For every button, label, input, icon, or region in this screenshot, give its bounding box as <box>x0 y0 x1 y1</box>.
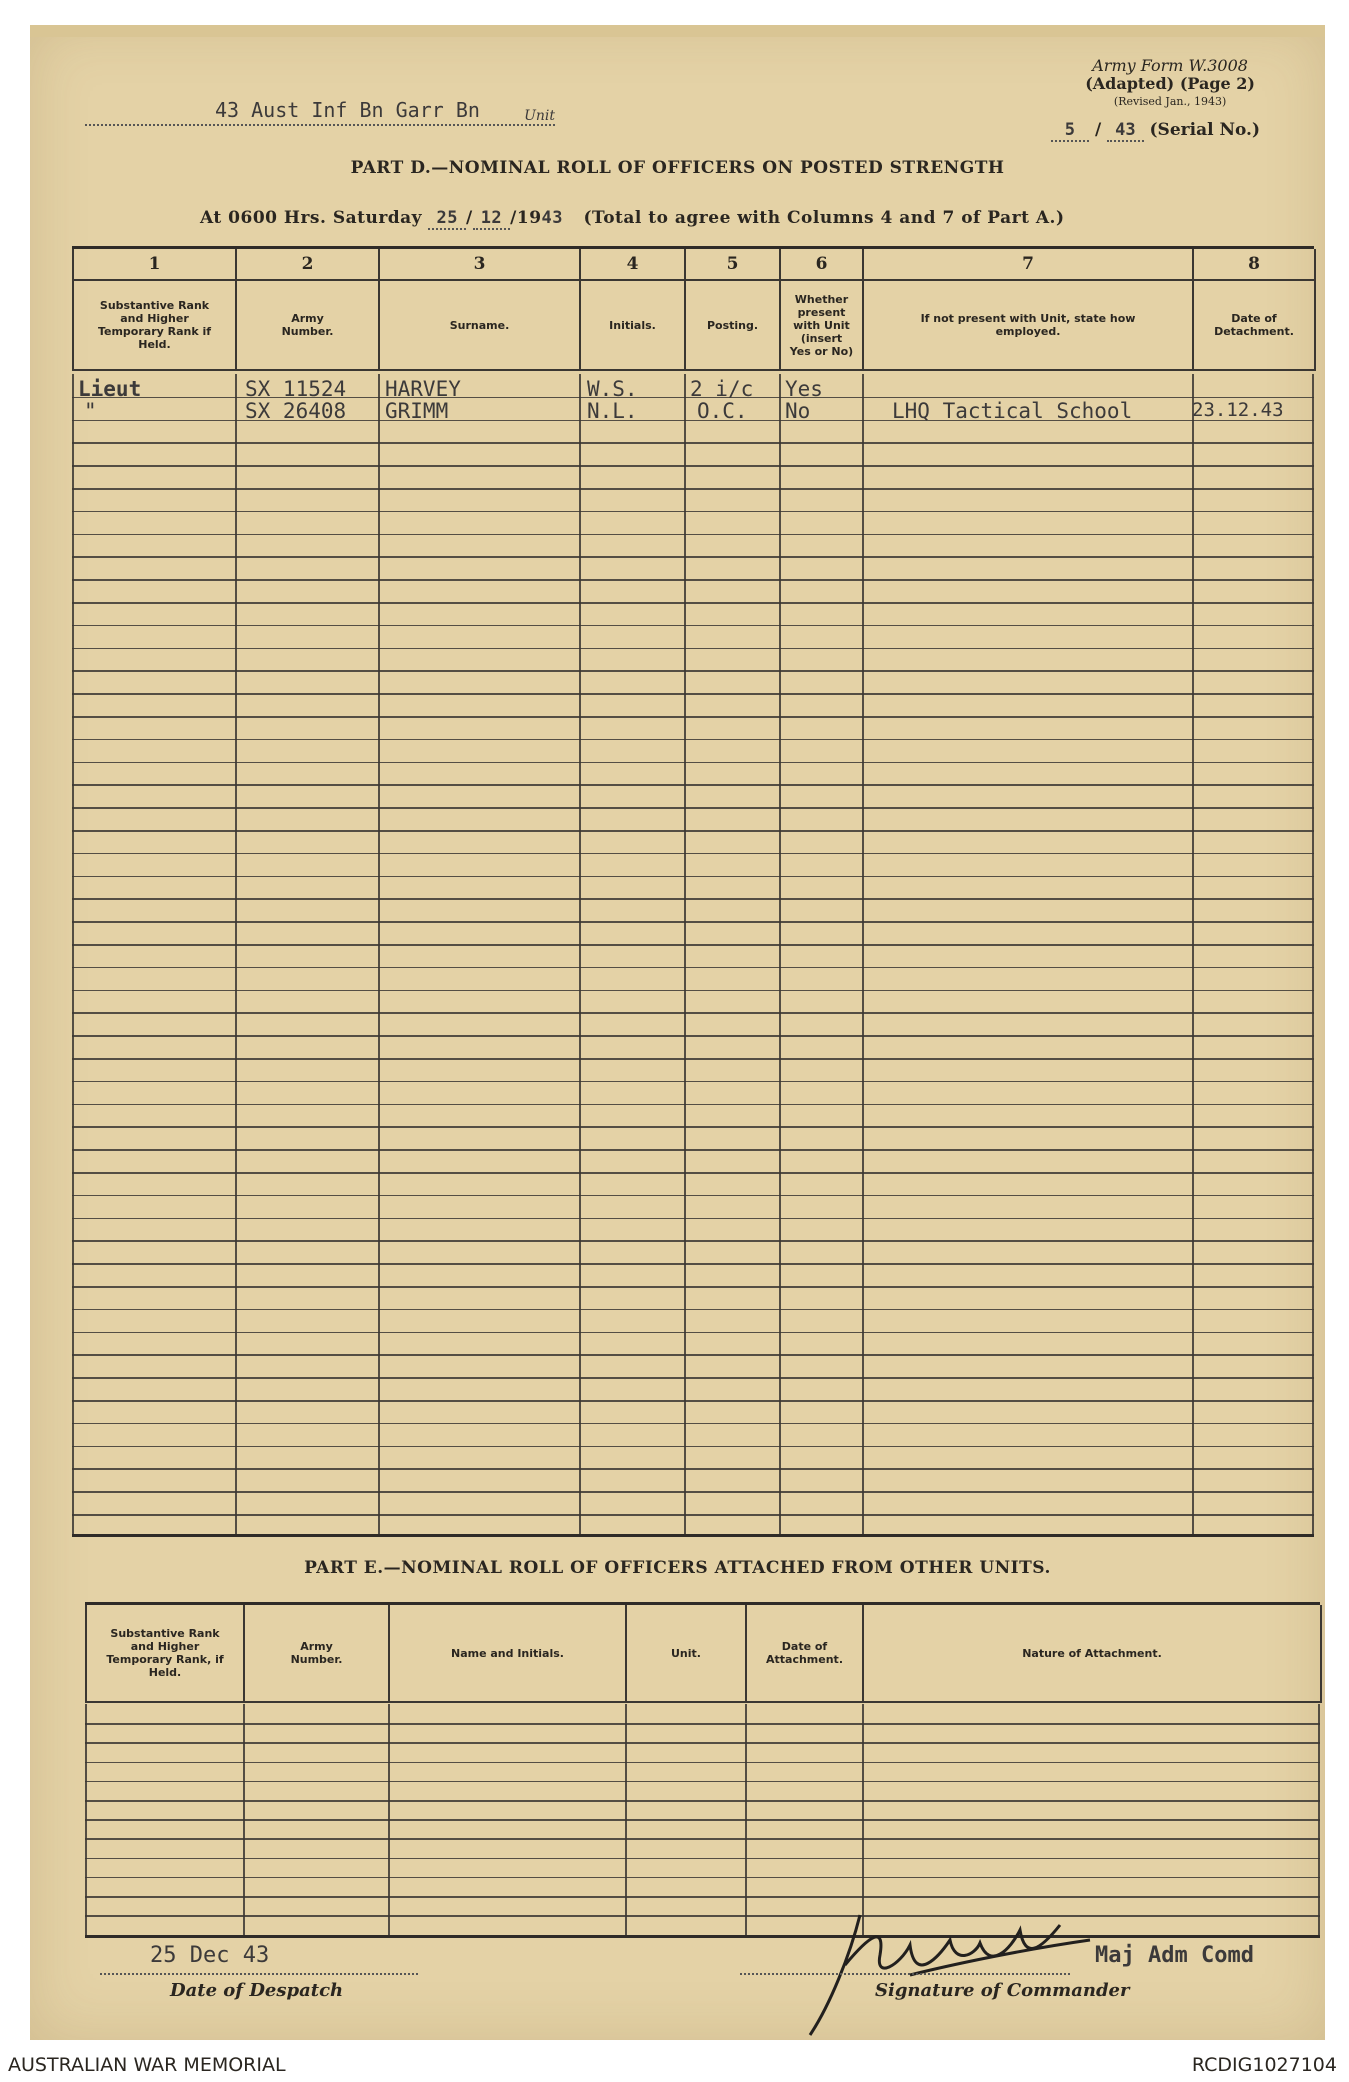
row-rule <box>72 1491 1314 1493</box>
row-rule <box>72 1012 1314 1014</box>
row-rule <box>72 511 1314 513</box>
e-col-header-rank: Substantive Rank and Higher Temporary Rank, if Held. <box>86 1605 244 1702</box>
serial-label: (Serial No.) <box>1149 120 1260 140</box>
row-rule <box>72 1354 1314 1356</box>
row-rule <box>72 1126 1314 1128</box>
part-d-date-line: At 0600 Hrs. Saturday 25 / 12 /1943 (Total to agree with Columns 4 and 7 of Part A.) <box>200 208 1065 228</box>
e-col-header-army-number: Army Number. <box>244 1605 389 1702</box>
col-header-present: Whether present with Unit (insert Yes or No) <box>780 280 863 370</box>
col-header-army-number: Army Number. <box>236 280 379 370</box>
col-num-1: 1 <box>73 249 236 280</box>
col-header-employed: If not present with Unit, state how employed. <box>863 280 1193 370</box>
cell-surname: GRIMM <box>385 399 449 423</box>
row-rule <box>85 1800 1320 1802</box>
col-header-initials: Initials. <box>580 280 685 370</box>
row-rule <box>72 693 1314 695</box>
col-header-date-detachment: Date of Detachment. <box>1193 280 1315 370</box>
form-identifier <box>1085 57 1255 111</box>
serial-number-value: 5 <box>1051 120 1089 142</box>
e-col-header-date-attachment: Date of Attachment. <box>746 1605 863 1702</box>
row-rule <box>72 1218 1314 1220</box>
row-rule <box>72 762 1314 764</box>
row-rule <box>72 1035 1314 1037</box>
part-e-body <box>85 1704 1320 1935</box>
col-header-rank: Substantive Rank and Higher Temporary Rank if Held. <box>73 280 236 370</box>
cell-initials: W.S. <box>587 377 638 401</box>
row-rule <box>85 1819 1320 1821</box>
part-d-table <box>72 246 1314 1537</box>
row-rule <box>85 1877 1320 1879</box>
row-rule <box>85 1723 1320 1725</box>
cell-initials: N.L. <box>587 399 638 423</box>
row-rule <box>72 1149 1314 1151</box>
despatch-date-line <box>100 1973 418 1975</box>
part-e-table <box>85 1602 1320 1938</box>
row-rule <box>72 1195 1314 1197</box>
column-rule <box>1312 374 1314 1534</box>
total-note: (Total to agree with Columns 4 and 7 of Part A.) <box>583 208 1065 228</box>
unit-value: 43 Aust Inf Bn Garr Bn <box>215 98 480 122</box>
date-year-digit: 43 <box>541 208 564 228</box>
row-rule <box>72 853 1314 855</box>
row-rule <box>72 1514 1314 1516</box>
cell-posting: O.C. <box>697 399 748 423</box>
row-rule <box>72 1081 1314 1083</box>
date-month: 12 <box>473 208 510 230</box>
serial-year-value: 43 <box>1107 120 1143 142</box>
row-rule <box>72 716 1314 718</box>
cell-surname: HARVEY <box>385 377 461 401</box>
row-rule <box>72 442 1314 444</box>
column-rule <box>378 374 380 1534</box>
row-rule <box>85 1762 1320 1764</box>
form-name: Army Form W.3008 <box>1092 56 1248 75</box>
col-num-5: 5 <box>685 249 780 280</box>
row-rule <box>72 1104 1314 1106</box>
date-prefix: At 0600 Hrs. Saturday <box>200 208 423 228</box>
signature-label: Signature of Commander <box>875 1980 1130 2001</box>
row-rule <box>72 1309 1314 1311</box>
column-rule <box>1192 374 1194 1534</box>
part-d-body <box>72 374 1314 1534</box>
cell-date: 23.12.43 <box>1192 399 1284 421</box>
col-num-7: 7 <box>863 249 1193 280</box>
row-rule <box>72 921 1314 923</box>
row-rule <box>72 1286 1314 1288</box>
cell-army-number: SX 26408 <box>245 399 347 423</box>
row-rule <box>72 1263 1314 1265</box>
cell-employed: LHQ Tactical School <box>892 399 1133 423</box>
row-rule <box>72 648 1314 650</box>
row-rule <box>72 1400 1314 1402</box>
col-num-6: 6 <box>780 249 863 280</box>
row-rule <box>72 488 1314 490</box>
cell-present: Yes <box>785 377 823 401</box>
despatch-date-value: 25 Dec 43 <box>150 1943 270 1968</box>
col-num-2: 2 <box>236 249 379 280</box>
cell-army-number: SX 11524 <box>245 377 347 401</box>
date-day: 25 <box>428 208 465 230</box>
row-rule <box>72 876 1314 878</box>
archive-credit-bar <box>0 2046 1349 2082</box>
row-rule <box>72 990 1314 992</box>
credit-left: AUSTRALIAN WAR MEMORIAL <box>8 2054 286 2076</box>
row-rule <box>85 1742 1320 1744</box>
e-col-header-unit: Unit. <box>626 1605 746 1702</box>
column-rule <box>235 374 237 1534</box>
row-rule <box>72 1172 1314 1174</box>
col-header-posting: Posting. <box>685 280 780 370</box>
row-rule <box>85 1781 1320 1783</box>
row-rule <box>72 1240 1314 1242</box>
row-rule <box>72 579 1314 581</box>
row-rule <box>72 898 1314 900</box>
row-rule <box>72 1423 1314 1425</box>
cell-rank: " <box>84 399 97 423</box>
column-rule <box>72 374 74 1534</box>
row-rule <box>72 556 1314 558</box>
row-rule <box>72 944 1314 946</box>
part-d-header <box>72 249 1316 371</box>
part-e-title: PART E.—NOMINAL ROLL OF OFFICERS ATTACHED FROM OTHER UNITS. <box>304 1558 1051 1578</box>
row-rule <box>72 465 1314 467</box>
serial-number: 5 / 43 (Serial No.) <box>1051 120 1260 140</box>
col-num-4: 4 <box>580 249 685 280</box>
row-rule <box>72 830 1314 832</box>
col-num-3: 3 <box>379 249 580 280</box>
row-rule <box>72 670 1314 672</box>
form-adapted: (Adapted) (Page 2) <box>1085 74 1255 93</box>
row-rule <box>72 807 1314 809</box>
row-rule <box>72 1058 1314 1060</box>
credit-right: RCDIG1027104 <box>1191 2054 1337 2076</box>
col-num-8: 8 <box>1193 249 1315 280</box>
column-rule <box>684 374 686 1534</box>
form-revised: (Revised Jan., 1943) <box>1113 95 1227 108</box>
row-rule <box>72 1332 1314 1334</box>
col-header-surname: Surname. <box>379 280 580 370</box>
cell-present: No <box>785 399 811 423</box>
row-rule <box>72 1468 1314 1470</box>
row-rule <box>72 739 1314 741</box>
form-paper <box>30 25 1325 2040</box>
part-d-title: PART D.—NOMINAL ROLL OF OFFICERS ON POSTED STRENGTH <box>350 158 1005 178</box>
commander-signature <box>790 1895 1120 2045</box>
row-rule <box>85 1838 1320 1840</box>
row-rule <box>72 602 1314 604</box>
row-rule <box>85 1858 1320 1860</box>
e-col-header-name: Name and Initials. <box>389 1605 626 1702</box>
row-rule <box>72 534 1314 536</box>
row-rule <box>72 784 1314 786</box>
table-row <box>72 399 1314 425</box>
row-rule <box>72 1377 1314 1379</box>
row-rule <box>85 1896 1320 1898</box>
row-rule <box>72 625 1314 627</box>
unit-label: Unit <box>524 108 555 124</box>
column-rule <box>579 374 581 1534</box>
row-rule <box>85 1915 1320 1917</box>
cell-posting: 2 i/c <box>690 377 754 401</box>
commander-title: Maj Adm Comd <box>1095 1943 1254 1968</box>
column-rule <box>862 374 864 1534</box>
column-rule <box>779 374 781 1534</box>
date-year-prefix: /19 <box>510 208 542 228</box>
row-rule <box>72 1446 1314 1448</box>
unit-field <box>85 98 555 126</box>
e-col-header-nature: Nature of Attachment. <box>863 1605 1321 1702</box>
row-rule <box>72 967 1314 969</box>
despatch-date-label: Date of Despatch <box>170 1980 344 2001</box>
cell-rank: Lieut <box>78 377 142 401</box>
part-e-header <box>85 1605 1322 1703</box>
signature-line <box>740 1973 1070 1975</box>
